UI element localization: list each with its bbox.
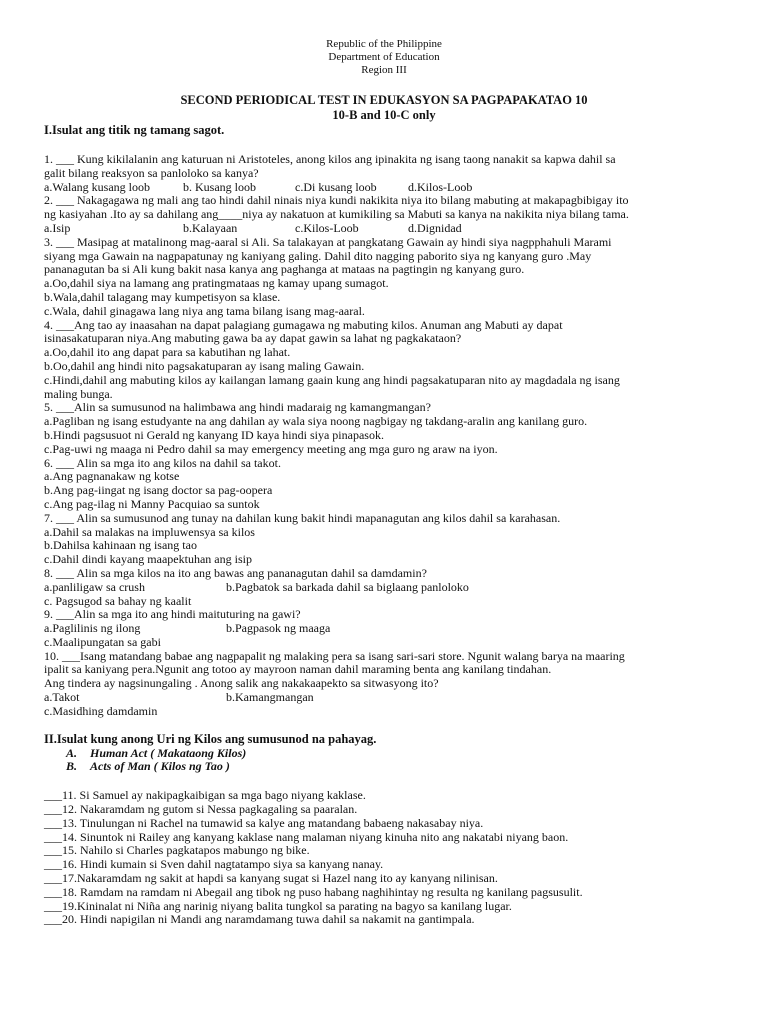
q6-choice-b: b.Ang pag-iingat ng isang doctor sa pag-oopera: [44, 483, 273, 498]
q4-choice-b: b.Oo,dahil ang hindi nito pagsakatuparan ay isang maling Gawain.: [44, 358, 365, 373]
q7-line1: 7. ___ Alin sa sumusunod ang tunay na dahilan kung bakit hindi mapanagutan ang kilos dahil sa karahasan.: [44, 510, 561, 525]
q10-line1: 10. ___Isang matandang babae ang nagpapalit ng malaking pera sa isang sari-sari store. Ngunit walang barya na maaring: [44, 648, 625, 663]
q4-line1: 4. ___Ang tao ay inaasahan na dapat palagiang gumagawa ng mabuting kilos. Anuman ang Mabuti ay dapat: [44, 317, 563, 332]
q9-choice-c: c.Maalipungatan sa gabi: [44, 634, 161, 649]
q10-choice-b: b.Kamangmangan: [226, 690, 314, 705]
q9-choices: [44, 622, 724, 636]
q10-line2: ipalit sa kaniyang pera.Ngunit ang totoo ay mayroon naman dahil maraming benta ang kanilang tindahan.: [44, 662, 552, 677]
q5-choice-c: c.Pag-uwi ng maaga ni Pedro dahil sa may emergency meeting ang mga guro ng araw na iyon.: [44, 441, 498, 456]
q3-choice-c: c.Wala, dahil ginagawa lang niya ang tama bilang isang mag-aaral.: [44, 303, 365, 318]
part1-heading: I.Isulat ang titik ng tamang sagot.: [44, 123, 225, 137]
q3-line2: siyang mga Gawain na nagpapatunay ng kaniyang galing. Dahil dito nagging paborito siya ng kanyang guro .May: [44, 248, 592, 263]
q10-choice-c: c.Masidhing damdamin: [44, 703, 158, 718]
q2-choice-c: c.Kilos-Loob: [295, 220, 359, 235]
q4-choice-a: a.Oo,dahil ito ang dapat para sa kabutihan ng lahat.: [44, 345, 291, 360]
part2-option-a: [44, 747, 724, 761]
q3-line3: pananagutan ba si Ali kung bakit nasa kanya ang paghanga at mataas na pagtingin ng kanyang guro.: [44, 262, 525, 277]
q6-choice-c: c.Ang pag-ilag ni Manny Pacquiao sa suntok: [44, 496, 260, 511]
q2-line2: ng kasiyahan .Ito ay sa dahilang ang____niya ay nakatuon at kumikiling sa Mabuti sa kanya na nakikita niya bilang tama.: [44, 207, 629, 222]
part2-item-15: ___15. Nahilo si Charles pagkatapos mabungo ng bike.: [44, 843, 310, 858]
q3-choice-b: b.Wala,dahil talagang may kumpetisyon sa klase.: [44, 289, 281, 304]
q7-choice-a: a.Dahil sa malakas na impluwensya sa kilos: [44, 524, 255, 539]
q7-choice-b: b.Dahilsa kahinaan ng isang tao: [44, 538, 197, 553]
q8-choice-c: c. Pagsugod sa bahay ng kaalit: [44, 593, 192, 608]
header-region: Region III: [361, 64, 407, 76]
q1-choice-b: b. Kusang loob: [183, 179, 256, 194]
q8-choice-b: b.Pagbatok sa barkada dahil sa biglaang panloloko: [226, 579, 469, 594]
q8-choice-a: a.panliligaw sa crush: [44, 579, 145, 594]
q10-choices: [44, 691, 724, 705]
q9-choice-b: b.Pagpasok ng maaga: [226, 621, 331, 636]
q3-line1: 3. ___ Masipag at matalinong mag-aaral si Ali. Sa talakayan at pangkatang Gawain ay hindi siya nagpphahuli Marami: [44, 234, 612, 249]
q1-choice-d: d.Kilos-Loob: [408, 179, 473, 194]
part2-item-13: ___13. Tinulungan ni Rachel na tumawid sa kalye ang matandang babaeng nakasabay niya.: [44, 815, 484, 830]
q4-choice-c-line1: c.Hindi,dahil ang mabuting kilos ay kailangan lamang gaain kung ang hindi pagsakatuparan nito ay magdadala ng isang: [44, 372, 620, 387]
header-department: Department of Education: [328, 51, 440, 63]
q2-choice-a: a.Isip: [44, 220, 71, 235]
part2-item-20: ___20. Hindi napigilan ni Mandi ang naramdamang tuwa dahil sa nakamit na gantimpala.: [44, 912, 475, 927]
part2-item-11: ___11. Si Samuel ay nakipagkaibigan sa mga bago niyang kaklase.: [44, 788, 366, 803]
q1-choices: [44, 181, 724, 195]
q2-choice-d: d.Dignidad: [408, 220, 462, 235]
test-title: SECOND PERIODICAL TEST IN EDUKASYON SA PAGPAPAKATAO 10: [180, 93, 588, 107]
q10-choice-a: a.Takot: [44, 690, 80, 705]
part2-option-a-label: A.: [66, 745, 78, 760]
q9-choice-a: a.Paglilinis ng ilong: [44, 621, 141, 636]
q2-choices: [44, 222, 724, 236]
q6-line1: 6. ___ Alin sa mga ito ang kilos na dahil sa takot.: [44, 455, 281, 470]
q1-choice-c: c.Di kusang loob: [295, 179, 377, 194]
q3-choice-a: a.Oo,dahil siya na lamang ang pratingmataas ng kamay upang sumagot.: [44, 276, 389, 291]
q5-choice-b: b.Hindi pagsusuot ni Gerald ng kanyang ID kaya hindi siya pinapasok.: [44, 427, 384, 442]
header-country: Republic of the Philippine: [326, 38, 442, 50]
q8-choices: [44, 581, 724, 595]
part2-option-b-label: B.: [66, 759, 78, 774]
q4-choice-c-line2: maling bunga.: [44, 386, 113, 401]
q5-line1: 5. ___Alin sa sumusunod na halimbawa ang hindi madaraig ng kamangmangan?: [44, 400, 431, 415]
part2-option-b-text: Acts of Man ( Kilos ng Tao ): [90, 759, 230, 774]
test-sections: 10-B and 10-C only: [332, 108, 436, 122]
q1-line2: galit bilang reaksyon sa panloloko sa kanya?: [44, 165, 259, 180]
q10-line3: Ang tindera ay nagsinungaling . Anong salik ang nakakaapekto sa sitwasyong ito?: [44, 676, 439, 691]
part2-option-b: [44, 760, 724, 774]
q1-choice-a: a.Walang kusang loob: [44, 179, 151, 194]
part2-option-a-text: Human Act ( Makataong Kilos): [90, 745, 247, 760]
part2-item-17: ___17.Nakaramdam ng sakit at hapdi sa kanyang sugat si Hazel nang ito ay kanyang nilinisan.: [44, 871, 498, 886]
q9-line1: 9. ___Alin sa mga ito ang hindi maituturing na gawi?: [44, 607, 301, 622]
q6-choice-a: a.Ang pagnanakaw ng kotse: [44, 469, 180, 484]
q5-choice-a: a.Pagliban ng isang estudyante na ang dahilan ay wala siya noong nagbigay ng takdang-aralin ang kanilang guro.: [44, 414, 588, 429]
part2-item-19: ___19.Kininalat ni Niña ang narinig niyang balita tungkol sa parating na bagyo sa kanilang lugar.: [44, 898, 512, 913]
part2-item-12: ___12. Nakaramdam ng gutom si Nessa pagkagaling sa paaralan.: [44, 802, 358, 817]
q8-line1: 8. ___ Alin sa mga kilos na ito ang bawas ang pananagutan dahil sa damdamin?: [44, 565, 427, 580]
part2-heading: II.Isulat kung anong Uri ng Kilos ang sumusunod na pahayag.: [44, 731, 377, 746]
q2-choice-b: b.Kalayaan: [183, 220, 238, 235]
q2-line1: 2. ___ Nakagagawa ng mali ang tao hindi dahil ninais niya kundi nakikita niya ito bilang mabuting at makapagbibigay ito: [44, 193, 629, 208]
part2-item-14: ___14. Sinuntok ni Railey ang kanyang kaklase nang malaman niyang kinuha nito ang nakatabi niyang baon.: [44, 829, 569, 844]
q7-choice-c: c.Dahil dindi kayang maapektuhan ang isip: [44, 552, 252, 567]
q1-line1: 1. ___ Kung kikilalanin ang katuruan ni Aristoteles, anong kilos ang ipinakita ng isang taong nanakit sa kapwa dahil sa: [44, 152, 616, 166]
part2-item-18: ___18. Ramdam na ramdam ni Abegail ang tibok ng puso habang naghihintay ng resulta ng kanilang pagsusulit.: [44, 884, 583, 899]
q4-line2: isinasakatuparan niya.Ang mabuting gawa ba ay dapat gawin sa lahat ng pagkakataon?: [44, 331, 462, 346]
part2-item-16: ___16. Hindi kumain si Sven dahil nagtatampo siya sa kanyang nanay.: [44, 857, 384, 872]
